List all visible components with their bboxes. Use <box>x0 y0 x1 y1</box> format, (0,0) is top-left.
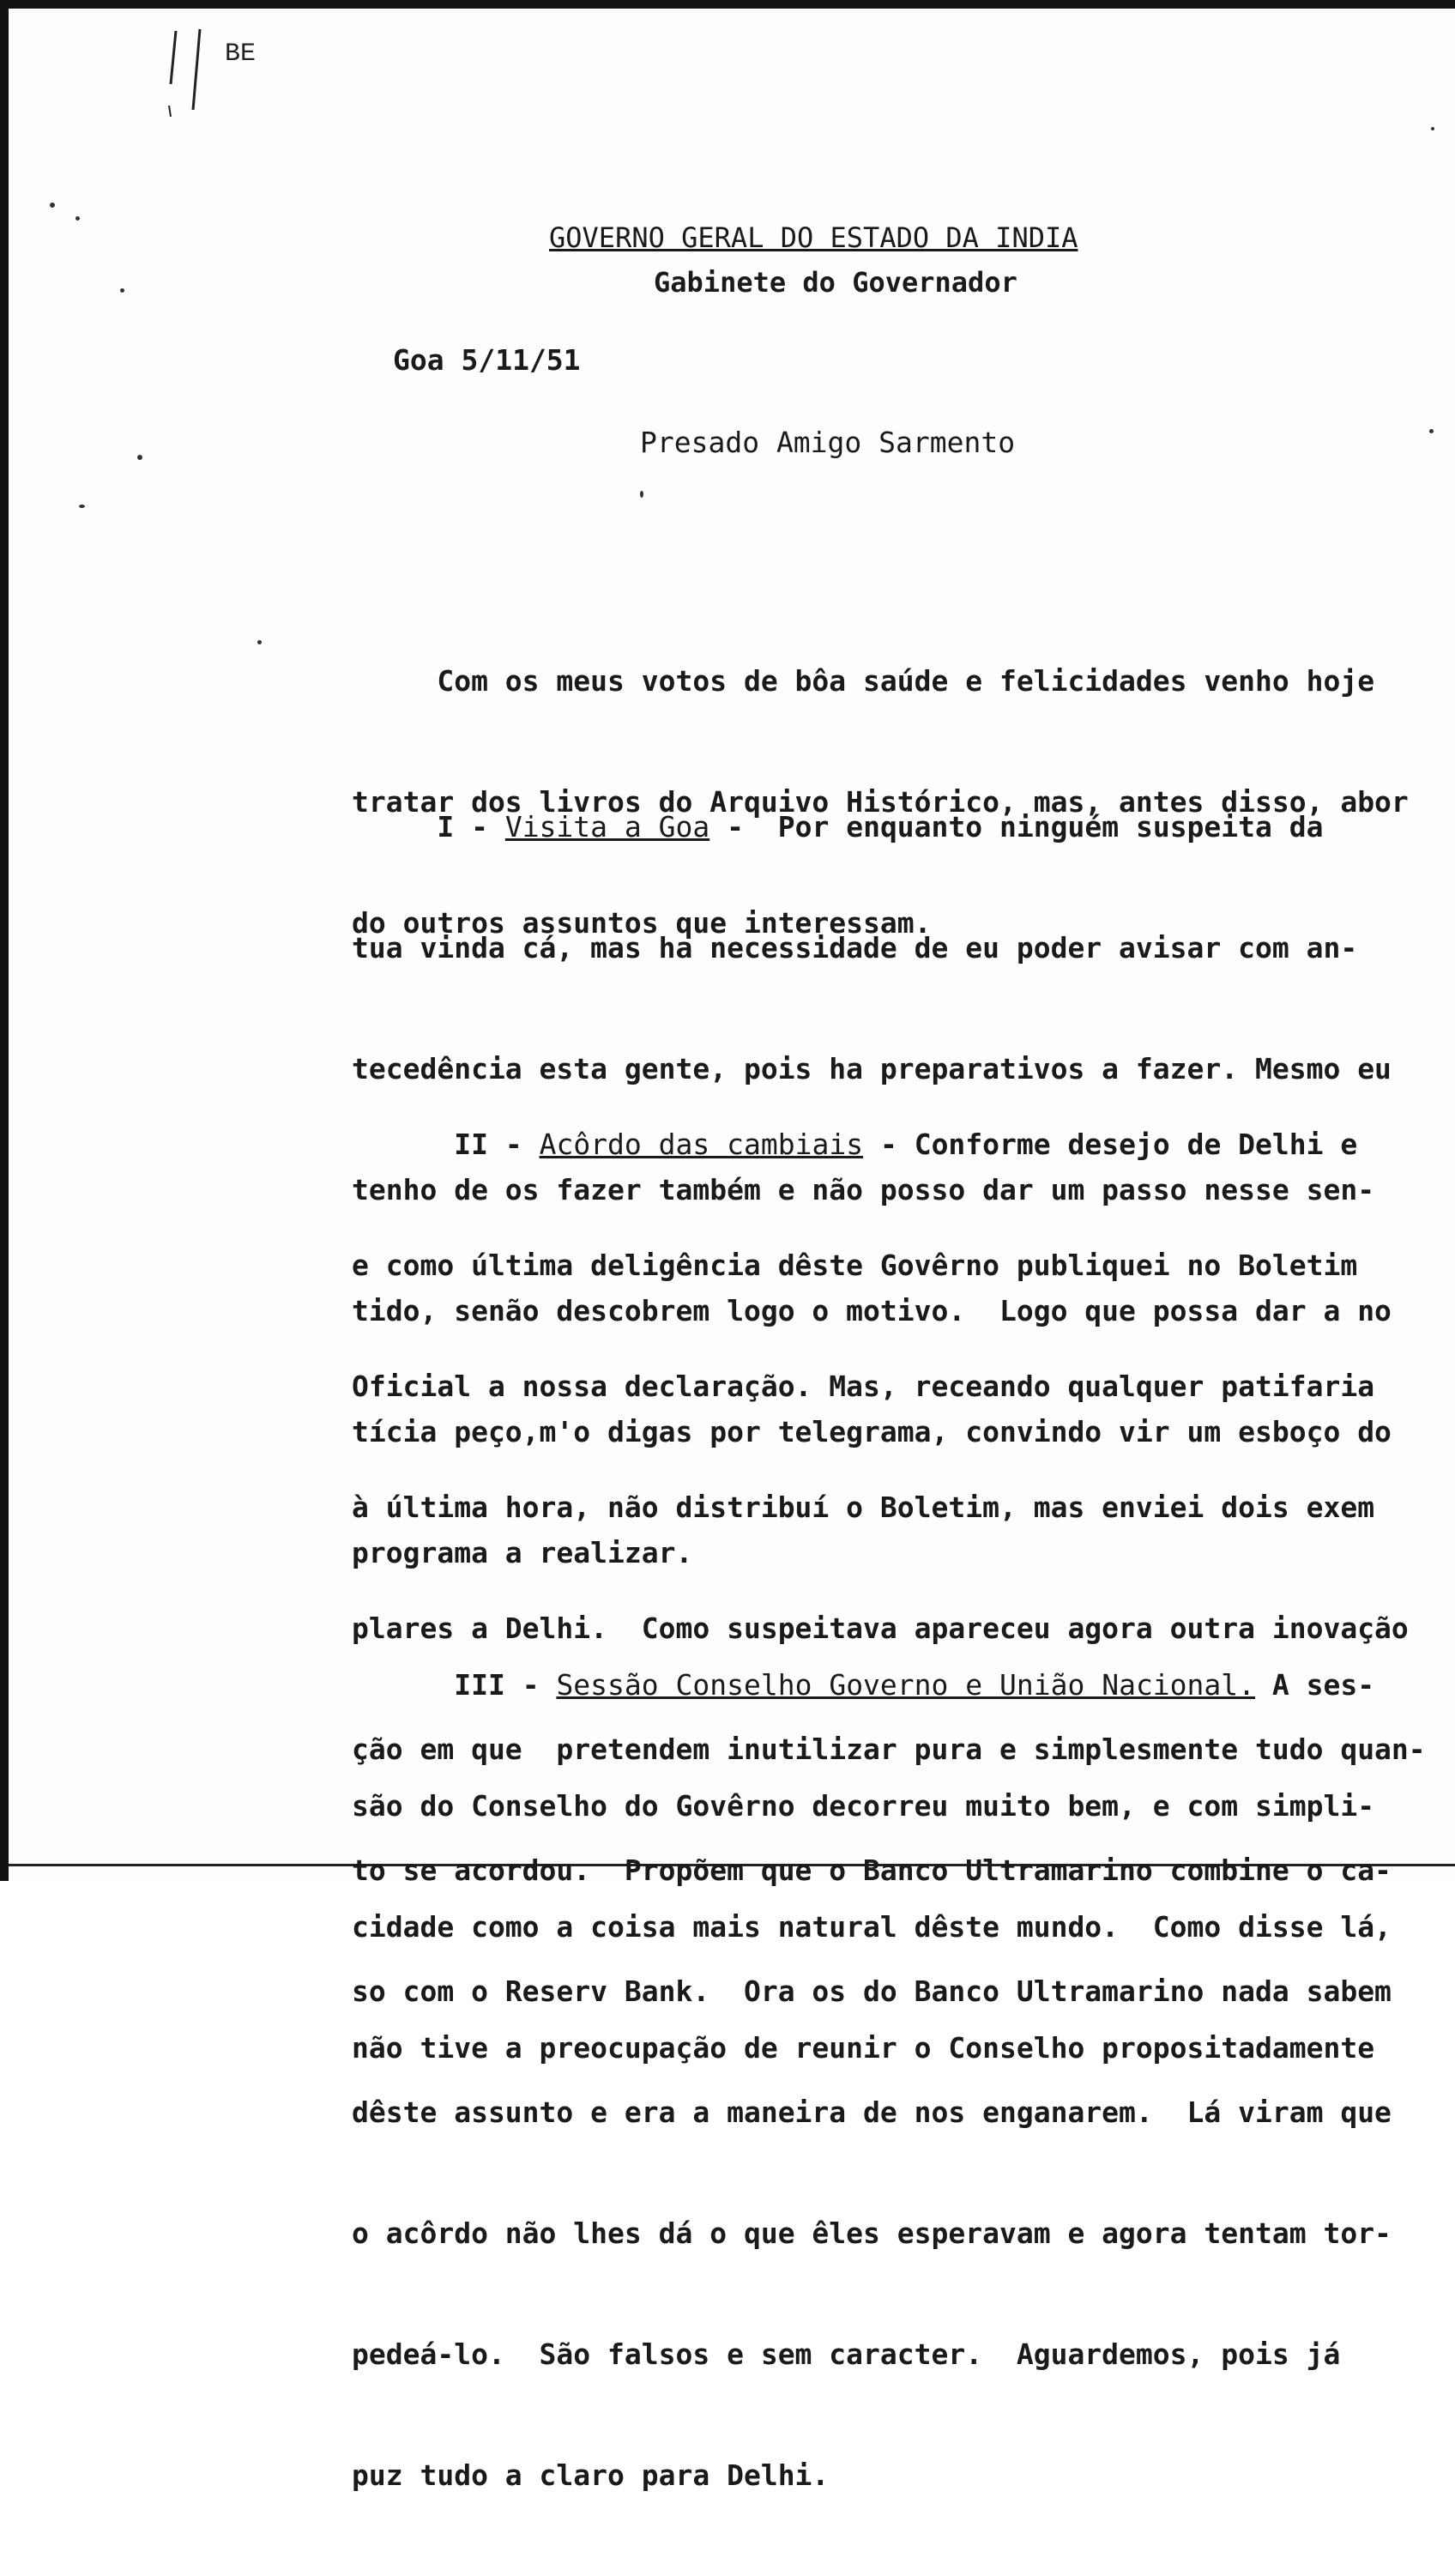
scan-speck <box>1429 429 1434 433</box>
section-1-line: tua vinda cá, mas ha necessidade de eu poder avisar com an- <box>352 931 1358 964</box>
section-3-line: são do Conselho do Govêrno decorreu muito bem, e com simpli- <box>352 1789 1375 1823</box>
section-3 <box>352 1584 1392 2149</box>
section-1-line: tecedência esta gente, pois ha preparativos a fazer. Mesmo eu <box>352 1052 1392 1085</box>
section-1-number: I <box>437 810 455 844</box>
scan-edge-left <box>0 0 9 1881</box>
section-2-line: dêste assunto e era a maneira de nos enganarem. Lá viram que <box>352 2095 1392 2129</box>
section-1-line: tenho de os fazer também e não posso dar um passo nesse sen- <box>352 1173 1375 1206</box>
section-1-first-line: Por enquanto ninguém suspeita da <box>744 810 1324 844</box>
section-3-line: não tive a preocupação de reunir o Conselho propositadamente <box>352 2031 1375 2065</box>
section-2-line: puz tudo a claro para Delhi. <box>352 2458 830 2492</box>
section-3-heading-line: III - Sessão Conselho Governo e União Nacional. A ses- <box>454 1668 1375 1702</box>
section-2-line: ção em que pretendem inutilizar pura e simplesmente tudo quan- <box>352 1732 1426 1766</box>
letterhead-subtitle: Gabinete do Governador <box>654 266 1017 299</box>
scan-speck <box>257 640 262 644</box>
scan-speck <box>640 491 643 498</box>
section-2-line: e como última deligência dêste Govêrno publiquei no Boletim <box>352 1249 1358 1282</box>
scan-speck <box>75 216 80 221</box>
section-2-heading-line: II - Acôrdo das cambiais - Conforme desejo de Delhi e <box>454 1128 1358 1161</box>
section-1-line: programa a realizar. <box>352 1536 693 1569</box>
archive-reference-mark: BE <box>225 39 257 69</box>
section-3-first-line: A ses- <box>1255 1668 1375 1702</box>
section-3-number: III <box>454 1668 505 1702</box>
section-2-first-line: Conforme desejo de Delhi e <box>897 1128 1358 1161</box>
scan-speck <box>120 288 124 293</box>
scan-speck <box>1431 127 1434 130</box>
date-line: Goa 5/11/51 <box>393 343 581 377</box>
section-2-line: à última hora, não distribuí o Boletim, mas enviei dois exem <box>352 1491 1375 1524</box>
intro-line: tratar dos livros do Arquivo Histórico, mas, antes disso, abor <box>352 785 1409 819</box>
intro-line: Com os meus votos de bôa saúde e felicidades venho hoje <box>352 664 1375 698</box>
section-1-line: tícia peço,m'o digas por telegrama, convindo vir um esboço do <box>352 1415 1392 1448</box>
section-1-heading-line: I - Visita a Goa - Por enquanto ninguém suspeita da <box>437 810 1324 844</box>
section-2-line: Oficial a nossa declaração. Mas, receando qualquer patifaria <box>352 1370 1375 1403</box>
section-2-line: plares a Delhi. Como suspeitava apareceu agora outra inovação <box>352 1612 1409 1645</box>
section-3-line: cidade como a coisa mais natural dêste mundo. Como disse lá, <box>352 1910 1392 1944</box>
scan-speck <box>79 505 85 508</box>
section-2-number: II <box>454 1128 488 1161</box>
salutation: Presado Amigo Sarmento <box>640 426 1016 459</box>
scan-speck <box>50 203 55 208</box>
scan-speck <box>137 455 142 460</box>
section-2-title: Acôrdo das cambiais <box>539 1128 864 1161</box>
section-2-line: so com o Reserv Bank. Ora os do Banco Ultramarino nada sabem <box>352 1974 1392 2008</box>
section-1-line: tido, senão descobrem logo o motivo. Logo que possa dar a no <box>352 1294 1392 1327</box>
letterhead-title: GOVERNO GERAL DO ESTADO DA INDIA <box>549 221 1078 254</box>
section-1-title: Visita a Goa <box>504 810 710 844</box>
scan-edge-top <box>0 0 1455 9</box>
section-2-line: to se acordou. Propõem que o Banco Ultramarino combine o ca- <box>352 1853 1392 1887</box>
section-2-line: o acôrdo não lhes dá o que êles esperavam e agora tentam tor- <box>352 2216 1392 2250</box>
section-3-title: Sessão Conselho Governo e União Nacional. <box>556 1668 1256 1702</box>
section-2-line: pedeá-lo. São falsos e sem caracter. Aguardemos, pois já <box>352 2337 1341 2371</box>
intro-line: do outros assuntos que interessam. <box>352 906 932 940</box>
handwritten-slash-marks <box>167 24 227 118</box>
